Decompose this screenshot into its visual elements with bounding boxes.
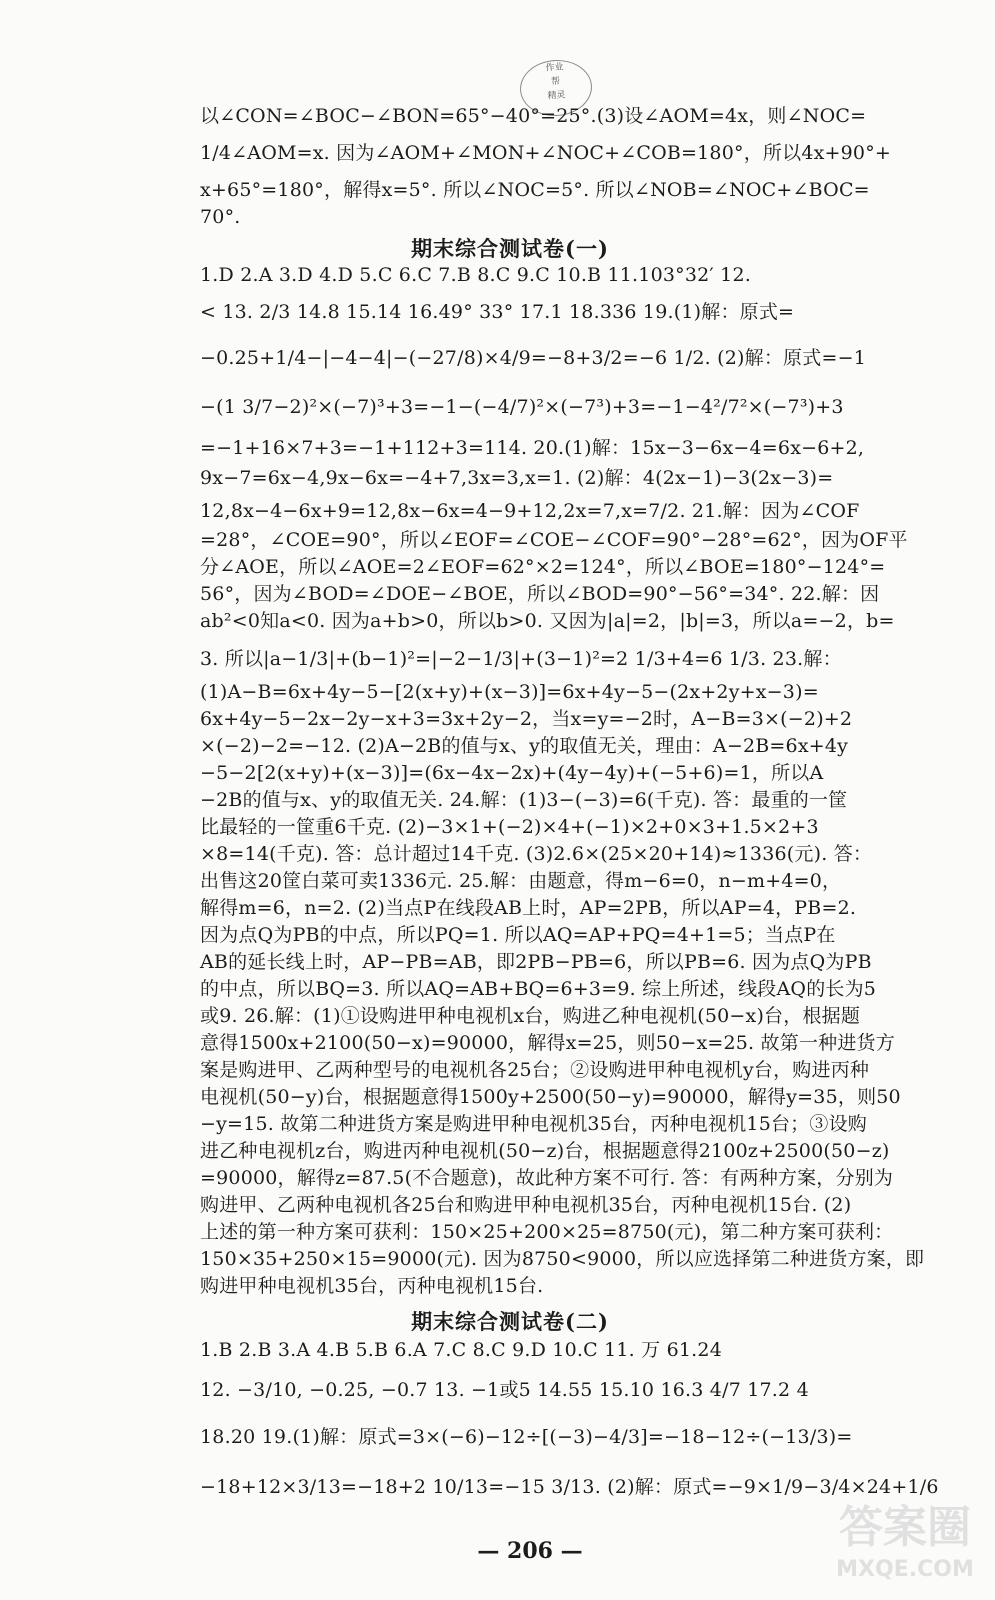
stamp-text-line: 精灵: [547, 90, 566, 102]
answer-line: 12. −3/10, −0.2̇5̇, −0.7 13. −1或5 14.55 15.10 16.3 4/7 17.2 4: [200, 1379, 809, 1401]
section-title: 期末综合测试卷(二): [411, 1309, 609, 1334]
page-number: — 206 —: [477, 1538, 583, 1564]
answer-line: 9x−7=6x−4,9x−6x=−4+7,3x=3,x=1. (2)解：4(2x−1)−3(2x−3)=: [200, 467, 834, 489]
answer-line: −y=15. 故第二种进货方案是购进甲种电视机35台，丙种电视机15台；③设购: [200, 1113, 867, 1135]
answer-line: 的中点，所以BQ=3. 所以AQ=AB+BQ=6+3=9. 综上所述，线段AQ的长为5: [200, 978, 877, 1000]
text-line: x+65°=180°，解得x=5°. 所以∠NOC=5°. 所以∠NOB=∠NOC+∠BOC=: [200, 179, 870, 201]
answer-line: 18.20 19.(1)解：原式=3×(−6)−12÷[(−3)−4/3]=−18−12÷(−13/3)=: [200, 1426, 853, 1448]
answer-line: 因为点Q为PB的中点，所以PQ=1. 所以AQ=AP+PQ=4+1=5；当点P在: [200, 924, 836, 946]
answer-line: ab²<0知a<0. 因为a+b>0，所以b>0. 又因为|a|=2，|b|=3，所以a=−2，b=: [200, 610, 895, 632]
answer-line: 150×35+250×15=9000(元). 因为8750<9000，所以应选择第二种进货方案，即: [200, 1248, 925, 1270]
answer-line: −0.25+1/4−|−4−4|−(−27/8)×4/9=−8+3/2=−6 1/2. (2)解：原式=−1: [200, 347, 866, 369]
answer-line: 6x+4y−5−2x−2y−x+3=3x+2y−2，当x=y=−2时，A−B=3×(−2)+2: [200, 708, 853, 730]
answer-line: 上述的第一种方案可获利：150×25+200×25=8750(元)，第二种方案可获利：: [200, 1221, 894, 1243]
text-line: 70°.: [200, 206, 241, 228]
answer-line: AB的延长线上时，AP−PB=AB，即2PB−PB=6，所以PB=6. 因为点Q为PB: [200, 951, 872, 973]
answer-line: 3. 所以|a−1/3|+(b−1)²=|−2−1/3|+(3−1)²=2 1/3+4=6 1/3. 23.解：: [200, 648, 842, 670]
answer-line: =−1+16×7+3=−1+112+3=114. 20.(1)解：15x−3−6x−4=6x−6+2,: [200, 437, 865, 459]
answer-line: 分∠AOE，所以∠AOE=2∠EOF=62°×2=124°，所以∠BOE=180°−124°=: [200, 556, 886, 578]
answer-line: 56°，因为∠BOD=∠DOE−∠BOE，所以∠BOD=90°−56°=34°. 22.解：因: [200, 583, 880, 605]
answer-line: 1.D 2.A 3.D 4.D 5.C 6.C 7.B 8.C 9.C 10.B 11.103°32′ 12.: [200, 264, 751, 286]
answer-line: 电视机(50−y)台，根据题意得1500y+2500(50−y)=90000，解得y=35，则50: [200, 1086, 901, 1108]
answer-line: −2B的值与x、y的取值无关. 24.解：(1)3−(−3)=6(千克). 答：最重的一筐: [200, 789, 848, 811]
answer-line: 出售这20筐白菜可卖1336元. 25.解：由题意，得m−6=0，n−m+4=0，: [200, 870, 842, 892]
section-title: 期末综合测试卷(一): [411, 236, 609, 261]
answer-line: =28°，∠COE=90°，所以∠EOF=∠COE−∠COF=90°−28°=62°，因为OF平: [200, 529, 908, 551]
stamp-text-line: 帮: [550, 76, 561, 88]
answer-line: 案是购进甲、乙两种型号的电视机各25台；②设购进甲种电视机y台，购进丙种: [200, 1059, 870, 1081]
answer-line: 12,8x−4−6x+9=12,8x−6x=4−9+12,2x=7,x=7/2. 21.解：因为∠COF: [200, 500, 860, 522]
answer-line: −5−2[2(x+y)+(x−3)]=(6x−4x−2x)+(4y−4y)+(−5+6)=1，所以A: [200, 762, 824, 784]
answer-line: 解得m=6，n=2. (2)当点P在线段AB上时，AP=2PB，所以AP=4，PB=2.: [200, 897, 857, 919]
answer-line: −(1 3/7−2)²×(−7)³+3=−1−(−4/7)²×(−7³)+3=−1−4²/7²×(−7³)+3: [200, 396, 844, 418]
answer-line: ×(−2)−2=−12. (2)A−2B的值与x、y的取值无关，理由：A−2B=6x+4y: [200, 735, 849, 757]
answer-line: < 13. 2/3 14.8 15.14 16.49° 33° 17.1 18.336 19.(1)解：原式=: [200, 301, 795, 323]
answer-line: (1)A−B=6x+4y−5−[2(x+y)+(x−3)]=6x+4y−5−(2x+2y+x−3)=: [200, 681, 819, 703]
answer-line: 1.B 2.B 3.A 4.B 5.B 6.A 7.C 8.C 9.D 10.C 11. 万 61.24: [200, 1339, 722, 1361]
text-line: 1/4∠AOM=x. 因为∠AOM+∠MON+∠NOC+∠COB=180°，所以4x+90°+: [200, 142, 892, 164]
watermark-logo-text: 答案圈: [839, 1502, 971, 1553]
watermark-url: MXQE.COM: [836, 1557, 974, 1582]
answer-line: ×8=14(千克). 答：总计超过14千克. (3)2.6×(25×20+14)≈1336(元). 答：: [200, 843, 873, 865]
stamp-text-line: 作业: [545, 62, 564, 74]
answer-line: 进乙种电视机z台，购进丙种电视机(50−z)台，根据题意得2100z+2500(50−z): [200, 1140, 890, 1162]
answer-line: 意得1500x+2100(50−x)=90000，解得x=25，则50−x=25. 故第一种进货方: [200, 1032, 895, 1054]
site-watermark: [830, 1500, 980, 1595]
answer-line: 比最轻的一筐重6千克. (2)−3×1+(−2)×4+(−1)×2+0×3+1.5×2+3: [200, 816, 819, 838]
text-line: 以∠CON=∠BOC−∠BON=65°−40°=25°.(3)设∠AOM=4x，则∠NOC=: [200, 105, 867, 127]
answer-line: 购进甲、乙两种电视机各25台和购进甲种电视机35台，丙种电视机15台. (2): [200, 1194, 852, 1216]
answer-line: 购进甲种电视机35台，丙种电视机15台.: [200, 1275, 544, 1297]
answer-line: 或9. 26.解：(1)①设购进甲种电视机x台，购进乙种电视机(50−x)台，根据题: [200, 1005, 861, 1027]
answer-line: −18+12×3/13=−18+2 10/13=−15 3/13. (2)解：原式=−9×1/9−3/4×24+1/6: [200, 1476, 939, 1498]
answer-line: =90000，解得z=87.5(不合题意)，故此种方案不可行. 答：有两种方案，分别为: [200, 1167, 894, 1189]
